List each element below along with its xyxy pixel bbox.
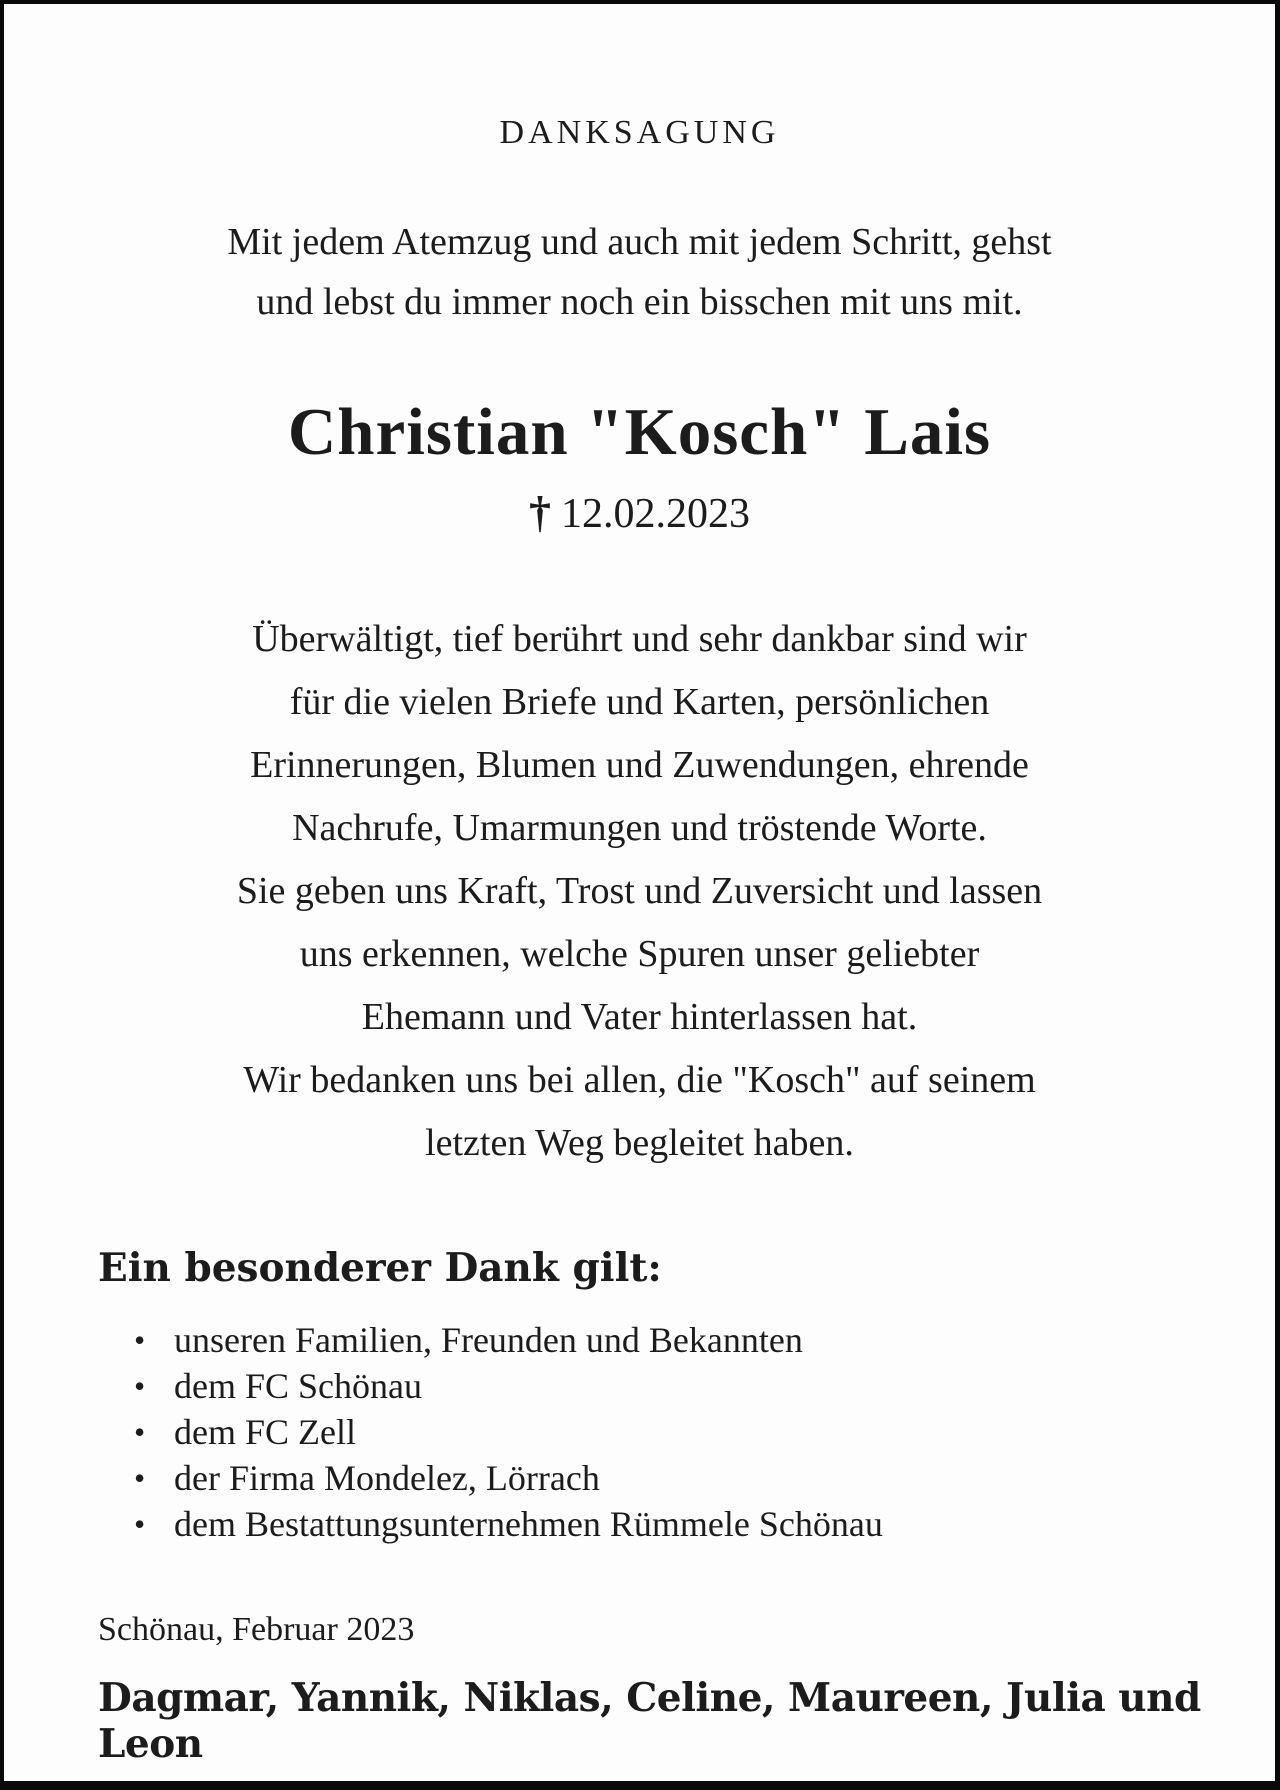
list-item bbox=[134, 1409, 1217, 1455]
epigraph-line: Mit jedem Atemzug und auch mit jedem Schritt, gehst bbox=[227, 221, 1052, 263]
thanks-paragraph bbox=[62, 608, 1217, 1175]
list-item-text: dem FC Zell bbox=[174, 1412, 356, 1452]
body-line: Überwältigt, tief berührt und sehr dankbar sind wir bbox=[252, 618, 1027, 660]
list-item bbox=[134, 1501, 1217, 1547]
epigraph-line: und lebst du immer noch ein bisschen mit uns mit. bbox=[256, 281, 1023, 323]
body-line: Erinnerungen, Blumen und Zuwendungen, ehrende bbox=[250, 744, 1029, 786]
notice-type-heading: DANKSAGUNG bbox=[499, 114, 780, 151]
list-item bbox=[134, 1363, 1217, 1409]
list-item bbox=[134, 1455, 1217, 1501]
body-line: Wir bedanken uns bei allen, die "Kosch" auf seinem bbox=[243, 1059, 1036, 1101]
list-item bbox=[134, 1317, 1217, 1363]
body-line: Sie geben uns Kraft, Trost und Zuversicht und lassen bbox=[236, 870, 1043, 912]
deceased-name: Christian "Kosch" Lais bbox=[287, 395, 992, 469]
list-item-text: dem FC Schönau bbox=[174, 1366, 422, 1406]
death-date: 12.02.2023 bbox=[561, 491, 750, 537]
family-names: Dagmar, Yannik, Niklas, Celine, Maureen, Julia und Leon bbox=[98, 1675, 1201, 1767]
body-line: Nachrufe, Umarmungen und tröstende Worte. bbox=[292, 807, 987, 849]
death-cross-icon: † bbox=[529, 488, 551, 537]
special-thanks-list bbox=[62, 1317, 1217, 1547]
special-thanks-heading: Ein besonderer Dank gilt: bbox=[98, 1245, 662, 1291]
body-line: letzten Weg begleitet haben. bbox=[425, 1122, 854, 1164]
death-date-line bbox=[62, 487, 1217, 538]
list-item-text: der Firma Mondelez, Lörrach bbox=[174, 1458, 600, 1498]
body-line: für die vielen Briefe und Karten, persönlichen bbox=[289, 681, 990, 723]
epigraph-quote bbox=[62, 212, 1217, 332]
list-item-text: unseren Familien, Freunden und Bekannten bbox=[174, 1320, 803, 1360]
list-item-text: dem Bestattungsunternehmen Rümmele Schönau bbox=[174, 1504, 883, 1544]
body-line: uns erkennen, welche Spuren unser geliebter bbox=[299, 933, 980, 975]
body-line: Ehemann und Vater hinterlassen hat. bbox=[361, 996, 918, 1038]
place-and-date: Schönau, Februar 2023 bbox=[98, 1611, 415, 1648]
